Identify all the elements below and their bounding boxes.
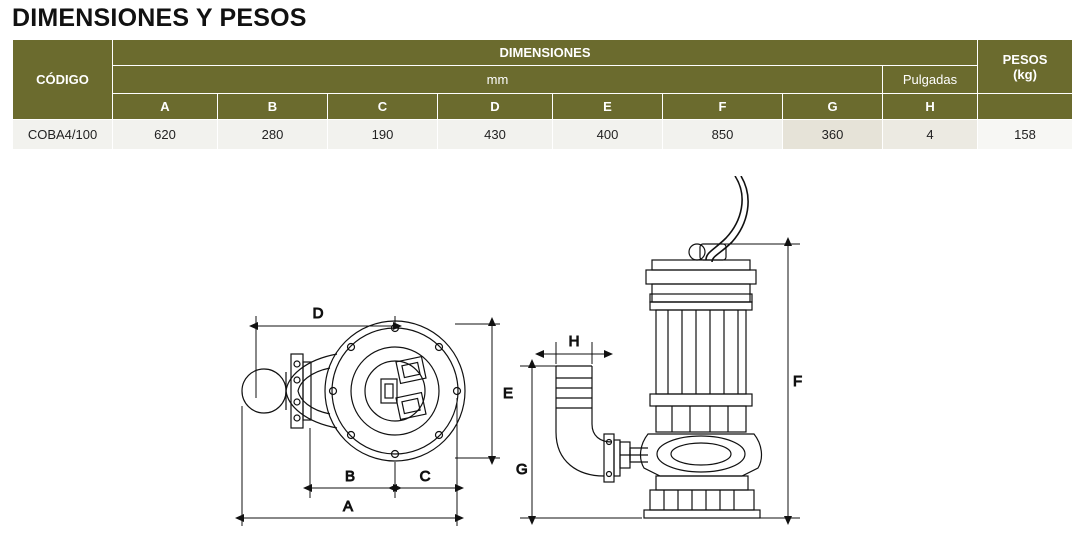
technical-drawings <box>0 176 1080 539</box>
cell-D: 430 <box>438 120 553 150</box>
header-col-A: A <box>113 94 218 120</box>
dim-label-C: C <box>419 468 431 485</box>
drawings-svg <box>0 176 1080 539</box>
table-header-row-1 <box>13 40 1073 66</box>
header-pesos <box>978 40 1073 94</box>
cell-C: 190 <box>328 120 438 150</box>
header-pesos-line2: (kg) <box>1013 66 1037 82</box>
cell-F: 850 <box>663 120 783 150</box>
dim-label-H: H <box>568 333 580 350</box>
dim-label-D: D <box>312 305 324 322</box>
header-pesos-line1: PESOS <box>1002 51 1048 67</box>
header-col-D: D <box>438 94 553 120</box>
cell-peso: 158 <box>978 120 1073 150</box>
table-header-row-3 <box>13 94 1073 120</box>
header-col-B: B <box>218 94 328 120</box>
header-codigo: CÓDIGO <box>13 40 113 120</box>
dimensions-table <box>12 39 1073 150</box>
cell-H: 4 <box>883 120 978 150</box>
table-row <box>13 120 1073 150</box>
header-col-C: C <box>328 94 438 120</box>
header-col-E: E <box>553 94 663 120</box>
top-view-drawing <box>242 321 465 461</box>
cell-E: 400 <box>553 120 663 150</box>
dim-label-F: F <box>793 373 803 390</box>
dim-label-B: B <box>344 468 356 485</box>
dim-label-E: E <box>503 385 514 402</box>
dim-label-G: G <box>516 461 528 478</box>
cell-B: 280 <box>218 120 328 150</box>
dim-label-A: A <box>342 498 354 515</box>
header-col-G: G <box>783 94 883 120</box>
header-col-H: H <box>883 94 978 120</box>
front-view-dimensions <box>516 244 802 518</box>
discharge-elbow-drawing <box>556 366 648 482</box>
header-pulgadas: Pulgadas <box>883 66 978 94</box>
cell-A: 620 <box>113 120 218 150</box>
cell-G: 360 <box>783 120 883 150</box>
page-title: DIMENSIONES Y PESOS <box>12 4 307 32</box>
header-pesos-spacer <box>978 94 1073 120</box>
front-view-drawing <box>620 176 761 518</box>
header-mm: mm <box>113 66 883 94</box>
cell-codigo: COBA4/100 <box>13 120 113 150</box>
table-header-row-2 <box>13 66 1073 94</box>
header-col-F: F <box>663 94 783 120</box>
header-dimensiones: DIMENSIONES <box>113 40 978 66</box>
